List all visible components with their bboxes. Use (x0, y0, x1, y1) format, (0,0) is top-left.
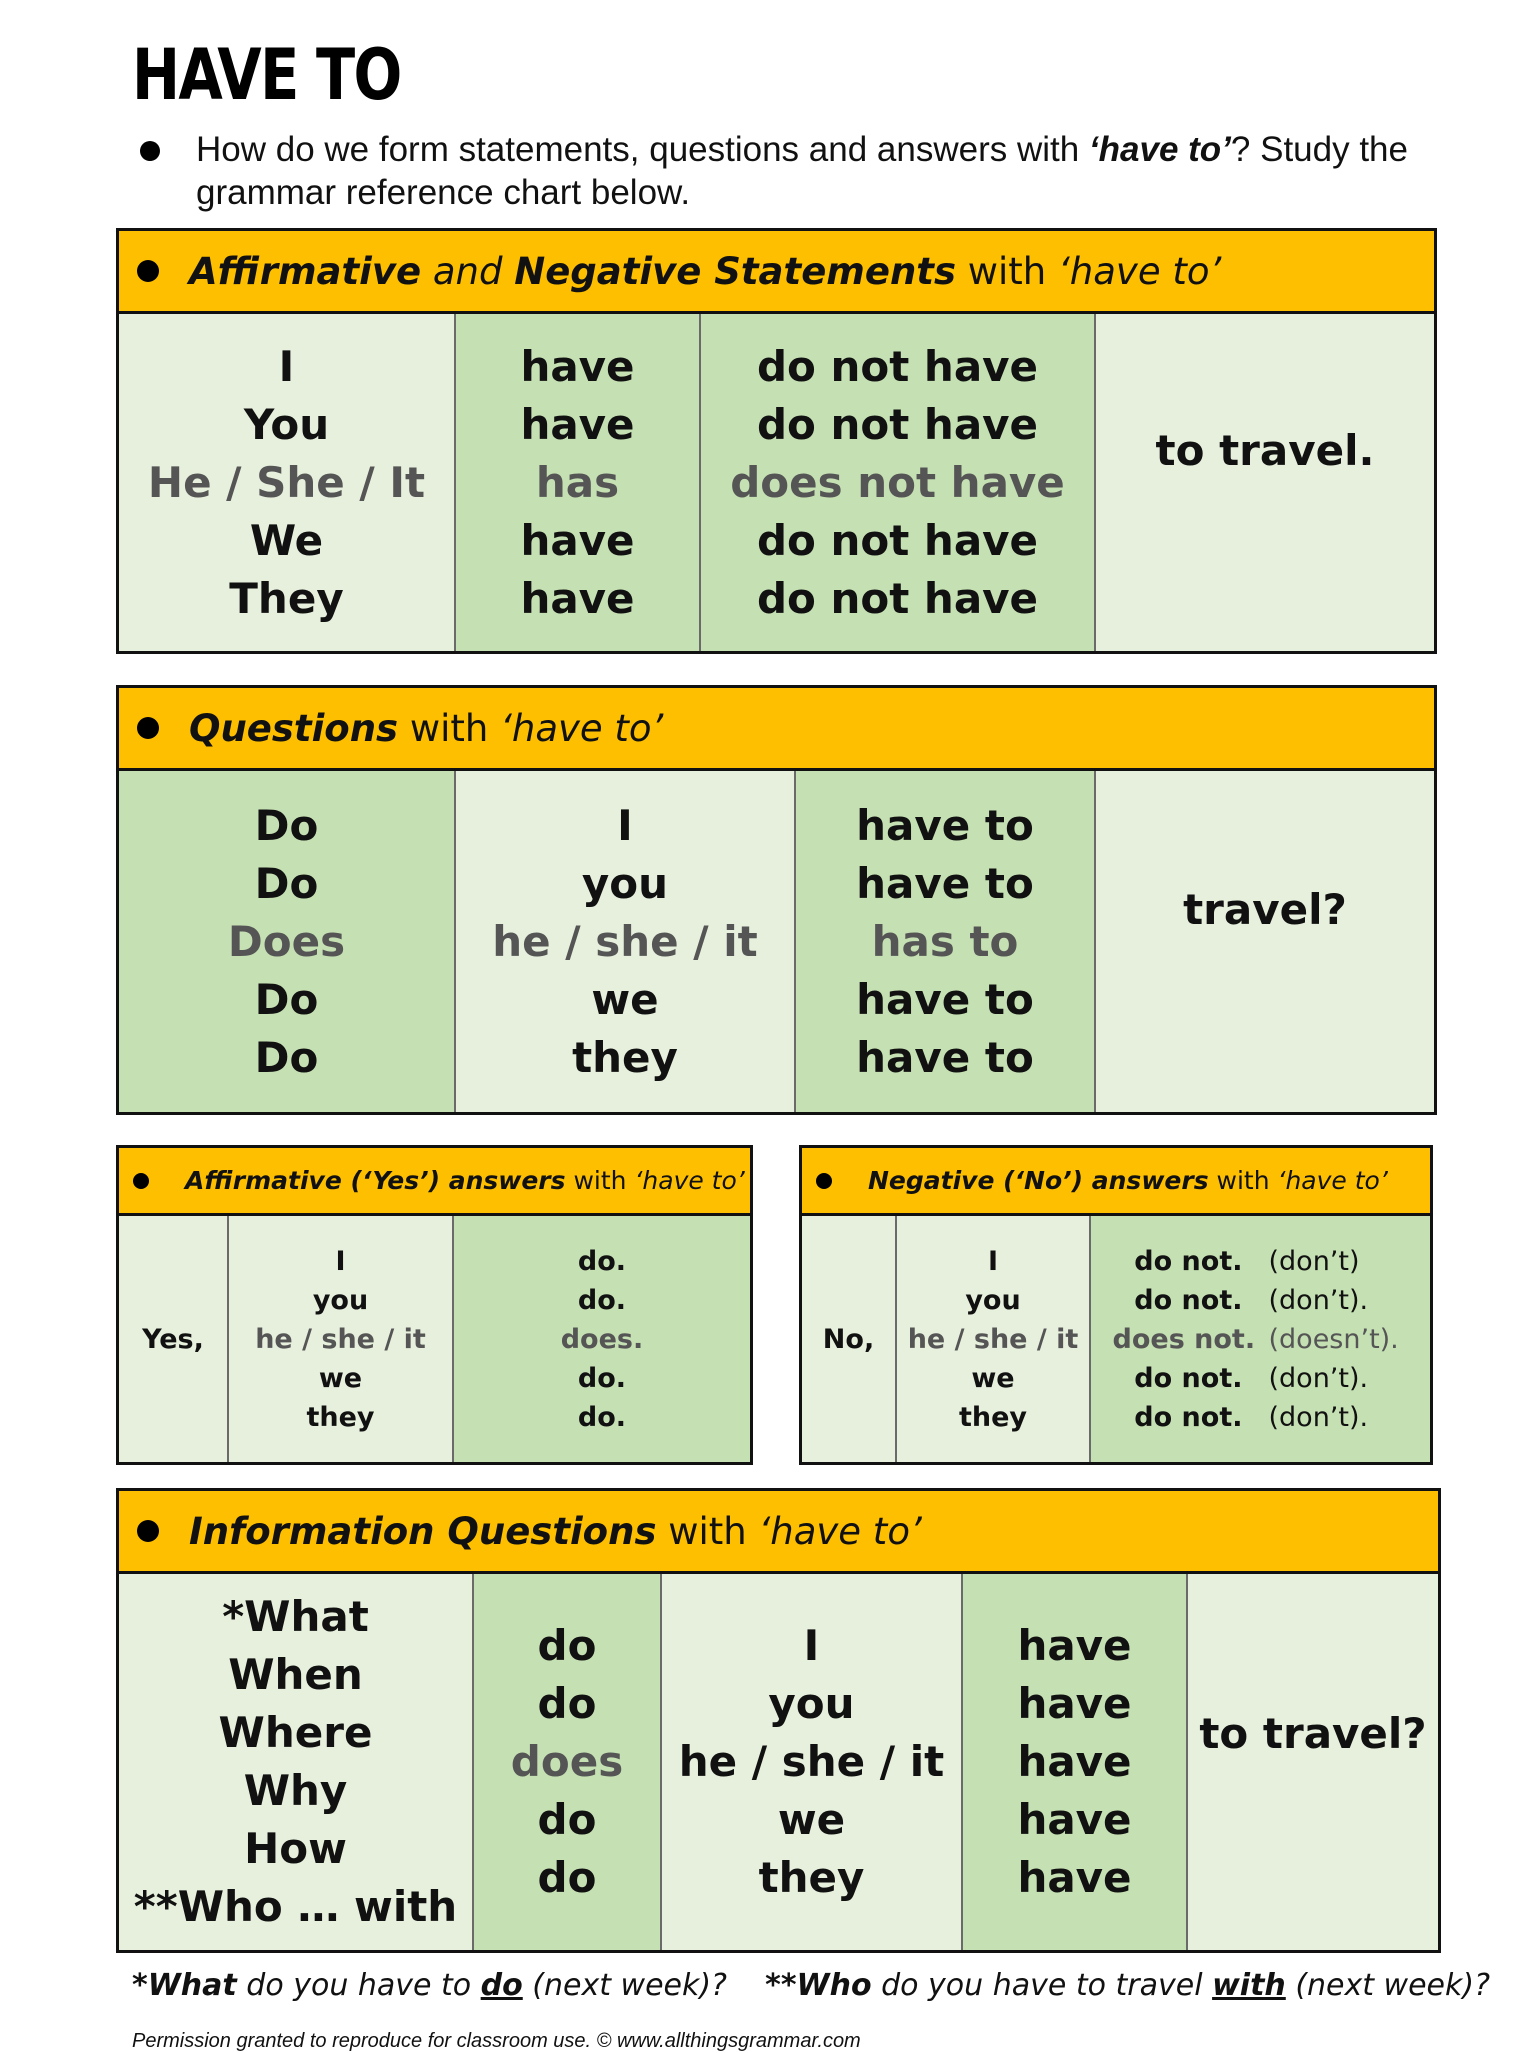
verb-column (794, 771, 1094, 1112)
auxiliary: Does (227, 916, 346, 966)
subject: we (971, 1362, 1015, 1394)
ending-column (1186, 1574, 1438, 1950)
subject: he / she / it (255, 1323, 426, 1355)
subject: they (306, 1401, 375, 1433)
verb: has to (871, 916, 1019, 966)
verb: have (1017, 1621, 1132, 1670)
answer-lead: No, (822, 1323, 875, 1355)
statements-header: Affirmative and Negative Statements with ‘have to’ (119, 231, 1434, 314)
negative-answer: does not. (doesn’t). (1112, 1323, 1399, 1355)
verb: have to (856, 1032, 1034, 1082)
no-answers-panel (799, 1145, 1433, 1465)
auxiliary: do (537, 1621, 597, 1670)
auxiliary: Do (254, 1032, 319, 1082)
verb: do not have (756, 573, 1039, 623)
subject: I (987, 1245, 999, 1277)
bullet-icon (816, 1173, 832, 1189)
statements-panel (116, 228, 1437, 654)
verb: have (1017, 1795, 1132, 1844)
subject: I (617, 800, 633, 850)
copyright-credit: Permission granted to reproduce for classroom use. © www.allthingsgrammar.com (132, 2030, 861, 2052)
auxiliary-column (472, 1574, 660, 1950)
wh-word-column (119, 1574, 472, 1950)
bullet-icon (137, 1520, 159, 1542)
wh-word: Where (218, 1708, 373, 1757)
auxiliary: do (537, 1679, 597, 1728)
subject: you (768, 1679, 855, 1728)
subject: he / she / it (907, 1323, 1079, 1355)
subject-column (454, 771, 794, 1112)
verb: have (1017, 1853, 1132, 1902)
questions-panel (116, 685, 1437, 1115)
bullet-icon (137, 260, 159, 282)
page-title: HAVE TO (132, 34, 401, 116)
verb: do not have (756, 399, 1039, 449)
auxiliary: do. (577, 1362, 627, 1394)
subject-column (227, 1216, 452, 1462)
wh-word: Why (243, 1766, 348, 1815)
verb: have (520, 573, 635, 623)
verb: have to (856, 858, 1034, 908)
lead-column (802, 1216, 895, 1462)
wh-word: *What (222, 1592, 369, 1641)
no-answers-header: Negative (‘No’) answers with ‘have to’ (802, 1148, 1430, 1216)
verb: have (520, 515, 635, 565)
verb: have (1017, 1679, 1132, 1728)
subject: we (591, 974, 659, 1024)
subject: he / she / it (678, 1737, 945, 1786)
auxiliary-column (1089, 1216, 1430, 1462)
subject: He / She / It (147, 457, 426, 507)
affirmative-verb-column (454, 314, 699, 651)
verb: do not have (756, 515, 1039, 565)
auxiliary-column (119, 771, 454, 1112)
yes-answers-header: Affirmative (‘Yes’) answers with ‘have to’ (119, 1148, 750, 1216)
ending: to travel. (1155, 425, 1375, 475)
negative-answer: do not. (don’t). (1134, 1362, 1369, 1394)
subject: we (318, 1362, 363, 1394)
subject: You (243, 399, 330, 449)
subject: They (229, 573, 344, 623)
subject: We (249, 515, 324, 565)
wh-word: **Who … with (133, 1882, 458, 1931)
negative-answer: do not. (don’t). (1134, 1284, 1369, 1316)
ending: travel? (1183, 884, 1347, 934)
auxiliary: do (537, 1795, 597, 1844)
verb: has (535, 457, 620, 507)
verb: does not have (730, 457, 1065, 507)
subject: he / she / it (492, 916, 758, 966)
ending-column (1094, 771, 1434, 1112)
answer-lead: Yes, (142, 1323, 204, 1355)
bullet-icon (140, 141, 160, 161)
negative-verb-column (699, 314, 1094, 651)
subject: I (335, 1245, 346, 1277)
verb: have to (856, 800, 1034, 850)
auxiliary: do (537, 1853, 597, 1902)
subject: you (581, 858, 669, 908)
subject: we (777, 1795, 846, 1844)
ending-column (1094, 314, 1434, 651)
auxiliary: does. (560, 1323, 644, 1355)
auxiliary: do. (577, 1284, 627, 1316)
negative-answer: do not. (don’t). (1134, 1401, 1369, 1433)
information-questions-header: Information Questions with ‘have to’ (119, 1491, 1438, 1574)
auxiliary: do. (577, 1401, 627, 1433)
auxiliary-column (452, 1216, 750, 1462)
subject: they (958, 1401, 1028, 1433)
auxiliary: Do (254, 974, 319, 1024)
auxiliary: do. (577, 1245, 627, 1277)
information-questions-panel (116, 1488, 1441, 1953)
subject: you (965, 1284, 1021, 1316)
wh-word: How (244, 1824, 347, 1873)
bullet-icon (137, 717, 159, 739)
subject-column (895, 1216, 1089, 1462)
yes-answers-panel (116, 1145, 753, 1465)
verb: have (520, 341, 635, 391)
bullet-icon (133, 1173, 149, 1189)
verb: have (520, 399, 635, 449)
auxiliary: does (510, 1737, 624, 1786)
footnote: *What do you have to do (next week)? **Who do you have to travel with (next week)? (132, 1968, 1490, 2003)
negative-answer: do not. (don’t) (1134, 1245, 1360, 1277)
auxiliary: Do (254, 800, 319, 850)
verb-column (961, 1574, 1186, 1950)
subject: I (278, 341, 295, 391)
intro-text: How do we form statements, questions and answers with ‘have to’? Study the grammar reference chart below. (140, 128, 1440, 214)
subject: you (312, 1284, 369, 1316)
subject-column (119, 314, 454, 651)
ending: to travel? (1199, 1709, 1427, 1758)
lead-column (119, 1216, 227, 1462)
subject: they (758, 1853, 865, 1902)
verb: have to (856, 974, 1034, 1024)
subject-column (660, 1574, 961, 1950)
verb: have (1017, 1737, 1132, 1786)
questions-header: Questions with ‘have to’ (119, 688, 1434, 771)
subject: I (803, 1621, 820, 1670)
auxiliary: Do (254, 858, 319, 908)
wh-word: When (228, 1650, 363, 1699)
verb: do not have (756, 341, 1039, 391)
subject: they (572, 1032, 678, 1082)
